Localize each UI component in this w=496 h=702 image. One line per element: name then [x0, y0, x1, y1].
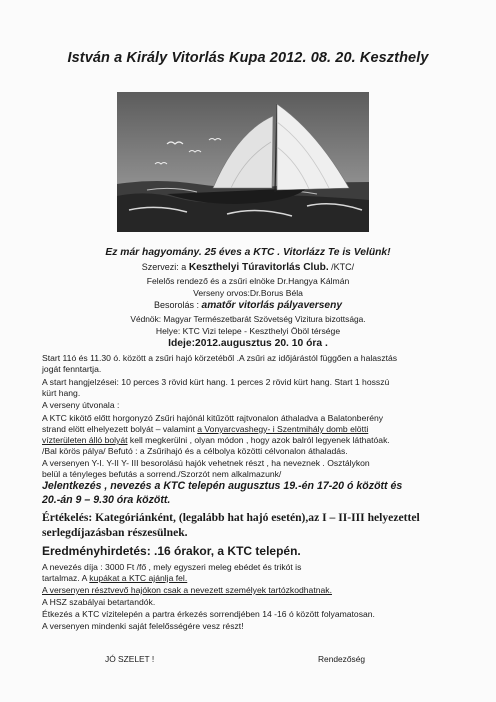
food-line: Étkezés a KTC vízitelepén a partra érkezés sorrendjében 14 -16 ó között folyamatosan. [42, 609, 375, 619]
route-line-2 [42, 424, 368, 434]
classes-line-1: A versenyen Y-I. Y-II Y- III besorolású hajók vehetnek részt , ha neveznek . Osztálykon [42, 458, 370, 468]
organizer-line [0, 262, 496, 273]
category-value: amatőr vitorlás pályaverseny [201, 300, 342, 311]
evaluation-line-1: Értékelés: Kategóriánként, (legalább hat hajó esetén),az I – II-III helyezettel [42, 511, 420, 524]
rules-line: A HSZ szabályai betartandók. [42, 597, 156, 607]
crew-note: A versenyen résztvevő hajókon csak a nevezett személyek tartózkodhatnak. [42, 585, 332, 595]
category-prefix: Besorolás : [154, 300, 202, 310]
route-title: A verseny útvonala : [42, 400, 120, 410]
footer-greeting: JÓ SZELET ! [105, 654, 155, 664]
time-line: Ideje:2012.augusztus 20. 10 óra . [168, 338, 328, 349]
signal-line-2: kürt hang. [42, 388, 81, 398]
director-line: Felelős rendező és a zsűri elnöke Dr.Hangya Kálmán [146, 276, 350, 286]
classes-line-2: belül a tényleges befutás a sorrend./Szorzót nem alkalmazunk/ [42, 469, 282, 479]
responsibility-line: A versenyen mindenki saját felelősségére vesz részt! [42, 621, 244, 631]
entry-line-1: Jelentkezés , nevezés a KTC telepén augusztus 19.-én 17-20 ó között és [42, 480, 403, 492]
category-line [0, 300, 496, 311]
fee-line-2b: kupákat a KTC ajánlja fel. [89, 573, 188, 583]
start-line-1: Start 11ó és 11.30 ó. között a zsűri hajó körzetéből .A zsűri az időjárástól függően a halasztás [42, 353, 398, 363]
results-line: Eredményhirdetés: .16 órakor, a KTC telepén. [42, 544, 301, 558]
organizer-name: Keszthelyi Túravitorlás Club. [188, 262, 329, 273]
fee-line-2 [42, 573, 187, 583]
route-line-2a: strand elött elhelyezett bolyát – valamint [42, 424, 198, 434]
sailboat-illustration [117, 92, 369, 232]
doctor-line: Verseny orvos:Dr.Borus Béla [193, 288, 303, 298]
start-line-2: jogát fenntartja. [42, 364, 102, 374]
route-line-3 [42, 435, 390, 445]
route-line-4: /Bal körös pálya/ Befutó : a Zsűrihajó és a célbolya közötti célvonalon áthaladás. [42, 446, 348, 456]
organizer-prefix: Szervezi: a [141, 262, 189, 272]
entry-line-2: 20.-án 9 – 9.30 óra között. [42, 494, 171, 506]
route-line-3a: vízterületen álló bolyát [42, 435, 128, 445]
footer-signature: Rendezőség [318, 654, 366, 664]
tagline: Ez már hagyomány. 25 éves a KTC . Vitorlázz Te is Velünk! [105, 247, 391, 258]
route-line-2b: a Vonyarcvashegy- i Szentmihály domb elötti [197, 424, 369, 434]
evaluation-line-2: serlegdíjazásban részesülnek. [42, 526, 188, 539]
flyer-title: István a Király Vitorlás Kupa 2012. 08. 20. Keszthely [67, 50, 429, 66]
patron-line: Védnök: Magyar Természetbarát Szövetség Vizitura bizottsága. [130, 314, 366, 324]
fee-line-1: A nevezés díja : 3000 Ft /fő , mely egyszeri meleg ebédet és trikót is [42, 562, 302, 572]
venue-line: Helye: KTC Vizi telepe - Keszthelyi Öböl térsége [155, 326, 341, 336]
fee-line-2a: tartalmaz. A [42, 573, 90, 583]
organizer-suffix: /KTC/ [328, 262, 355, 272]
route-line-1: A KTC kikötő előtt horgonyzó Zsűri hajónál kitűzött rajtvonalon áthaladva a Balatonberény [42, 413, 384, 423]
route-line-3b: kell megkerülni , olyan módon , hogy azok balról legyenek láthatóak. [127, 435, 390, 445]
signal-line-1: A start hangjelzései: 10 perces 3 rövid kürt hang. 1 perces 2 rövid kürt hang. Start 1 hosszú [42, 377, 390, 387]
